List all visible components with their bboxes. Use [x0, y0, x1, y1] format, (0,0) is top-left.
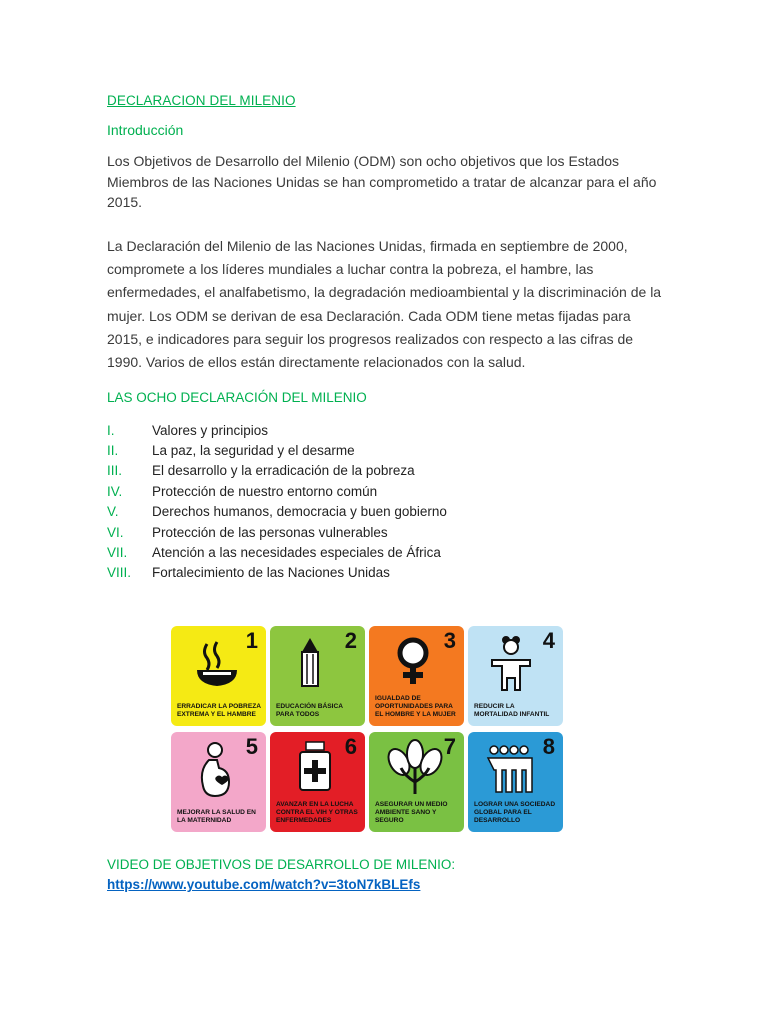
goal-number: 3 — [443, 628, 456, 653]
goal-caption: ASEGURAR UN MEDIO AMBIENTE SANO Y SEGURO — [375, 801, 448, 824]
goal-caption: AVANZAR EN LA LUCHA CONTRA EL VIH Y OTRAS ENFERMEDADES — [276, 801, 358, 824]
list-item — [107, 420, 447, 440]
goal-tile-5 — [171, 732, 266, 832]
list-item — [107, 522, 447, 542]
list-text: La paz, la seguridad y el desarme — [152, 443, 355, 459]
goal-caption: MEJORAR LA SALUD EN LA MATERNIDAD — [177, 809, 256, 824]
intro-heading: Introducción — [107, 122, 184, 138]
goal-tile-2 — [270, 626, 365, 726]
section-heading: LAS OCHO DECLARACIÓN DEL MILENIO — [107, 390, 367, 405]
list-item — [107, 481, 447, 501]
list-number: V. — [107, 504, 119, 520]
video-line — [107, 855, 667, 895]
goal-tile-1 — [171, 626, 266, 726]
list-number: VIII. — [107, 565, 132, 581]
goal-tile-6 — [270, 732, 365, 832]
goals-grid — [171, 626, 563, 832]
goal-number: 5 — [245, 734, 258, 759]
list-text: Derechos humanos, democracia y buen gobierno — [152, 504, 447, 520]
goal-tile-4 — [468, 626, 563, 726]
goal-number: 7 — [443, 734, 456, 759]
list-number: II. — [107, 443, 119, 459]
list-text: Valores y principios — [152, 422, 269, 438]
goal-number: 4 — [542, 628, 555, 653]
video-link[interactable]: https://www.youtube.com/watch?v=3toN7kBLEfs — [107, 877, 421, 892]
list-text: El desarrollo y la erradicación de la pobreza — [152, 463, 415, 479]
list-item — [107, 440, 447, 460]
goal-caption: LOGRAR UNA SOCIEDAD GLOBAL PARA EL DESARROLLO — [474, 801, 556, 824]
list-number: III. — [107, 463, 123, 479]
goal-number: 1 — [245, 628, 258, 653]
list-text: Atención a las necesidades especiales de África — [152, 545, 441, 561]
list-number: I. — [107, 422, 115, 438]
list-text: Protección de las personas vulnerables — [152, 524, 388, 540]
declaration-paragraph: La Declaración del Milenio de las Naciones Unidas, firmada en septiembre de 2000, compromete a los líderes mundiales a luchar contra la pobreza, el hambre, las enfermedades, el analfabetismo, la degradación medioambiental y la discriminación de la mujer. Los ODM se derivan de esa Declaración. Cada ODM tiene metas fijadas para 2015, e indicadores para seguir los progresos realizados con respecto a las cifras de 1990. Varios de ellos están directamente relacionados con la salud. — [107, 238, 662, 371]
list-number: IV. — [107, 483, 123, 499]
list-item — [107, 461, 447, 481]
list-item — [107, 542, 447, 562]
document-title: DECLARACION DEL MILENIO — [107, 93, 296, 108]
goal-caption: IGUALDAD DE OPORTUNIDADES PARA EL HOMBRE Y LA MUJER — [375, 695, 456, 718]
goal-caption: EDUCACIÓN BÁSICA PARA TODOS — [276, 703, 343, 718]
goal-caption: REDUCIR LA MORTALIDAD INFANTIL — [474, 703, 550, 718]
list-text: Fortalecimiento de las Naciones Unidas — [152, 565, 390, 581]
goal-tile-3 — [369, 626, 464, 726]
list-number: VII. — [107, 545, 128, 561]
goal-tile-8 — [468, 732, 563, 832]
goal-tile-7 — [369, 732, 464, 832]
goal-number: 8 — [542, 734, 555, 759]
list-text: Protección de nuestro entorno común — [152, 483, 378, 499]
declaration-list — [107, 420, 447, 583]
list-item — [107, 502, 447, 522]
video-label: VIDEO DE OBJETIVOS DE DESARROLLO DE MILENIO: — [107, 857, 456, 872]
goal-caption: ERRADICAR LA POBREZA EXTREMA Y EL HAMBRE — [177, 703, 261, 718]
goal-number: 6 — [344, 734, 357, 759]
goal-number: 2 — [344, 628, 357, 653]
list-item — [107, 563, 447, 583]
list-number: VI. — [107, 524, 124, 540]
intro-paragraph: Los Objetivos de Desarrollo del Milenio (ODM) son ocho objetivos que los Estados Miembros de las Naciones Unidas se han comprometido a tratar de alcanzar para el año 2015. — [107, 153, 657, 210]
